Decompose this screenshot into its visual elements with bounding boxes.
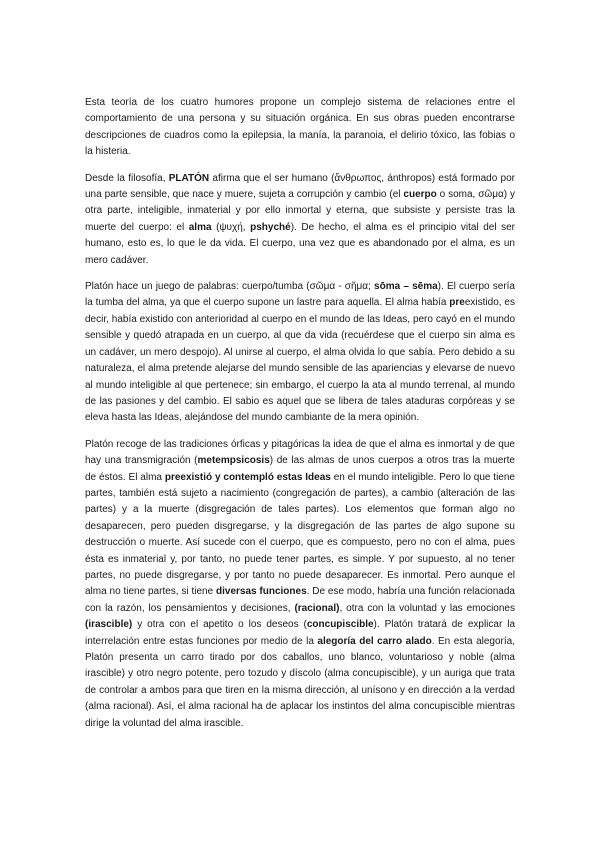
text-run: ). Platón tratará de explicar la interrelación entre estas funciones por medio de la (85, 619, 516, 647)
bold-term: pshyché (250, 221, 291, 233)
bold-term: alegoría del carro alado (317, 635, 432, 647)
text-run: ). De hecho, el alma es el principio vital del ser humano, esto es, lo que le da vida. El cuerpo, una vez que es abandonado por el alma, es un mero cadáver. (85, 221, 516, 266)
text-run: en el mundo inteligible. Pero lo que tiene partes, también está sujeto a nacimiento (congregación de partes), a cambio (alteración de las partes) y a la muerte (disgregación de tales partes). Los elementos que forman algo no desaparecen, pero pueden disgregarse, y la disgregación de las partes de algo supone su destrucción o muerte. Así sucede con el cuerpo, que es compuesto, pero no con el alma, pues ésta es inmaterial y, por tanto, no puede tener partes, es simple. Y por supuesto, al no tener partes, no puede disgregarse, y por tanto no puede desaparecer. Es inmortal. Pero aunque el alma no tiene partes, si tiene (85, 471, 515, 598)
text-run: existido, es decir, había existido con anterioridad al cuerpo en el mundo de las Ideas, pero cayó en el mundo sensible y quedó atrapada en un cuerpo, al que da vida (recuérdese que el cuerpo sin alma es un cadáver, un mero despojo). Al unirse al cuerpo, el alma olvida lo que sabía. Pero debido a su naturaleza, el alma pretende alejarse del mundo sensible de las apariencias y elevarse de nuevo al mundo inteligible al que pertenece; sin embargo, el cuerpo la ata al mundo terrenal, al mundo de las pasiones y del cambio. El sabio es aquel que se libera de tales ataduras corpóreas y se eleva hasta las Ideas, alejándose del mundo cambiante de la mera opinión. (85, 297, 515, 424)
text-run: Desde la filosofía, (85, 172, 169, 184)
text-run: y otra con el apetito o los deseos ( (132, 619, 307, 631)
text-run: Platón hace un juego de palabras: cuerpo/tumba (σῶμα - σῆμα; (85, 281, 375, 293)
bold-term: pre (449, 297, 465, 309)
paragraph-metempsicosis (85, 437, 515, 732)
paragraph-soma-sema (85, 279, 515, 427)
text-run: Esta teoría de los cuatro humores propone un complejo sistema de relaciones entre el comportamiento de una persona y su situación orgánica. En sus obras pueden encontrarse descripciones de cuadros como la epilepsia, la manía, la paranoia, el delirio tóxico, las fobias o la histeria. (85, 97, 515, 158)
text-run: Platón recoge de las tradiciones órficas y pitagóricas la idea de que el alma es inmortal y de que hay una transmigración ( (85, 438, 515, 467)
bold-term: (racional) (294, 602, 340, 614)
bold-term: sōma – sēma (374, 281, 438, 293)
paragraph-humores (85, 95, 515, 161)
paragraph-platon-alma-cuerpo (85, 171, 515, 269)
bold-term: alma (188, 221, 212, 233)
bold-term: PLATÓN (168, 172, 210, 184)
text-run: o soma, σῶμα) y otra parte, inteligible, inmaterial y por ello inmortal y eterna, que subsiste y persiste tras la muerte del cuerpo: el (85, 189, 515, 233)
bold-term: concupiscible (306, 619, 374, 631)
bold-term: preexistió y contempló estas Ideas (164, 471, 331, 483)
document-page (85, 95, 515, 742)
text-run: afirma que el ser humano (ἄνθρωπος, ánthropos) está formado por una parte sensible, que nace y muere, sujeta a corrupción y cambio (el (85, 172, 515, 201)
text-run: . En esta alegoría, Platón presenta un carro tirado por dos caballos, uno blanco, voluntarioso y noble (alma irascible) y otro negro potente, pero tozudo y díscolo (alma concupiscible), y un auriga que trata de controlar a ambos para que tiren en la misma dirección, al unísono y en dirección a la verdad (alma racional). Así, el alma racional ha de aplacar los instintos del alma concupiscible mientras dirige la voluntad del alma irascible. (85, 635, 516, 729)
text-run: (ψυχή, (211, 221, 251, 233)
text-run: ) de las almas de unos cuerpos a otros tras la muerte de éstos. El alma (85, 455, 515, 483)
text-run: ). El cuerpo sería la tumba del alma, ya que el cuerpo supone un lastre para aquella. El alma había (85, 281, 515, 309)
bold-term: metempsicosis (197, 455, 270, 467)
bold-term: (irascible) (85, 619, 133, 631)
text-run: . De ese modo, habría una función relacionada con la razón, los pensamientos y decisiones, (85, 586, 515, 614)
text-run: , otra con la voluntad y las emociones (339, 602, 515, 614)
bold-term: cuerpo (403, 189, 437, 201)
bold-term: diversas funciones (216, 586, 307, 598)
